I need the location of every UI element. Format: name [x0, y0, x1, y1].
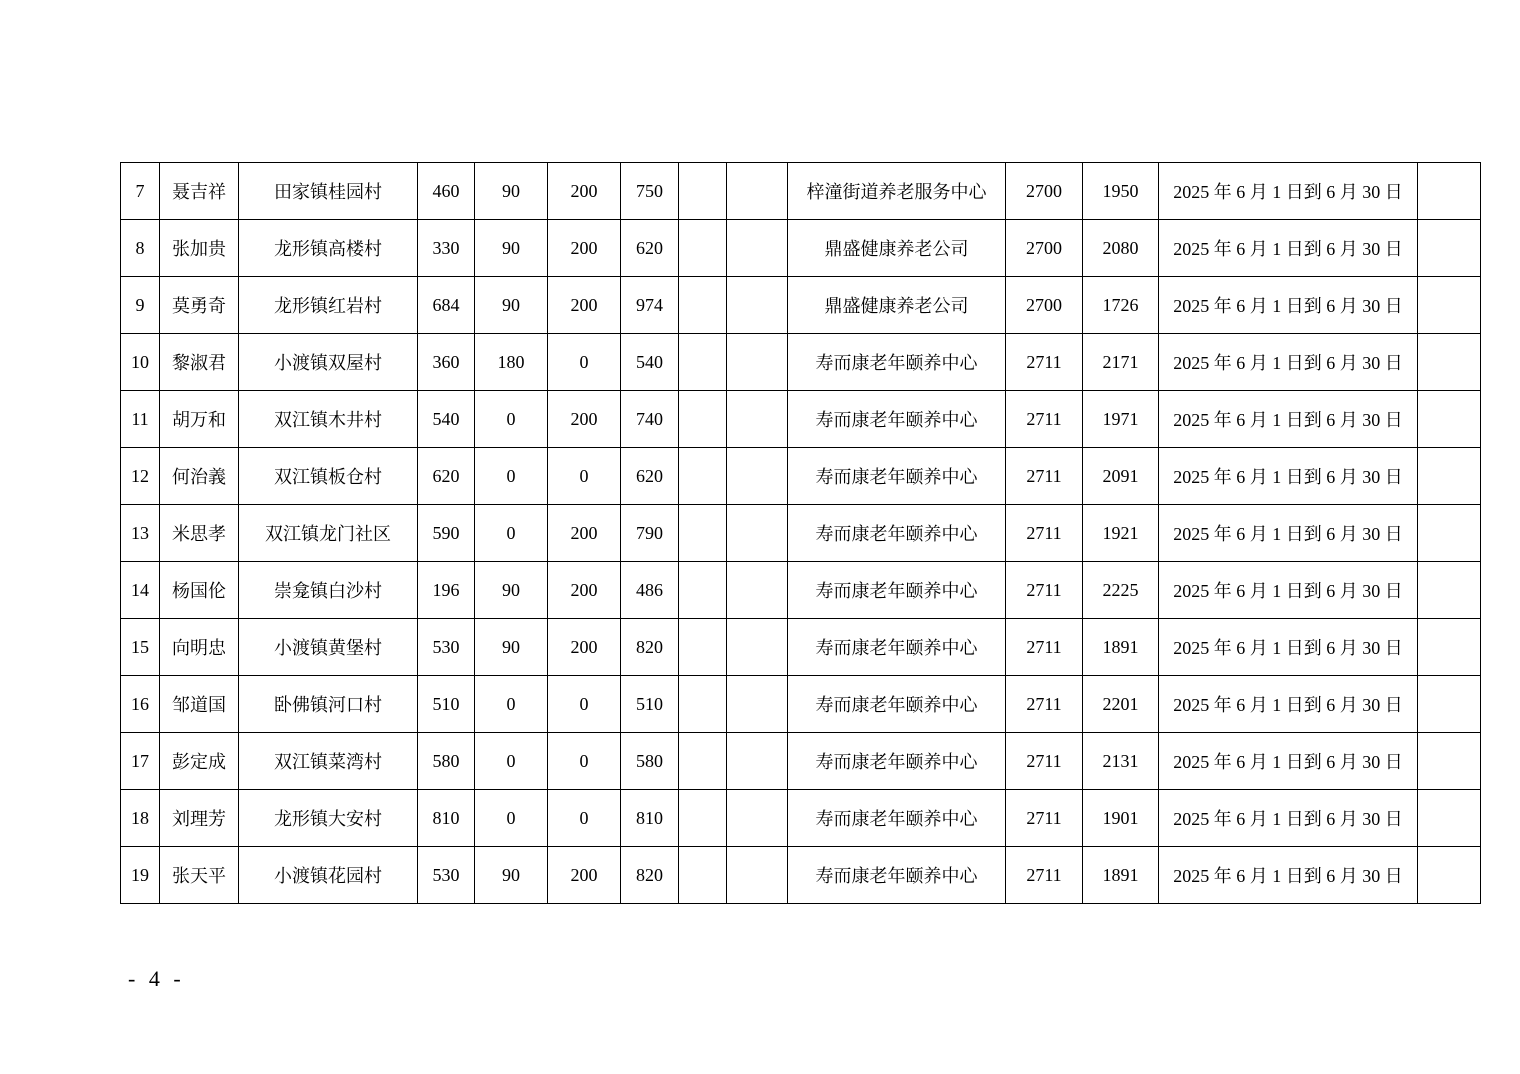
period-cell: 2025 年 6 月 1 日到 6 月 30 日	[1159, 277, 1418, 334]
name-cell: 黎淑君	[160, 334, 239, 391]
amount-cell-1: 590	[418, 505, 475, 562]
village-cell: 双江镇菜湾村	[239, 733, 418, 790]
amount-cell-3: 0	[548, 733, 621, 790]
amount-cell-1: 530	[418, 847, 475, 904]
amount-cell-2: 0	[475, 505, 548, 562]
amount-cell-2: 180	[475, 334, 548, 391]
blank-cell-2	[727, 733, 788, 790]
amount-cell-2: 90	[475, 220, 548, 277]
amount-cell-2: 90	[475, 619, 548, 676]
blank-cell-2	[727, 790, 788, 847]
blank-cell-2	[727, 847, 788, 904]
difference-cell: 2131	[1083, 733, 1159, 790]
row-number-cell: 7	[121, 163, 160, 220]
blank-cell-1	[679, 391, 727, 448]
name-cell: 杨国伦	[160, 562, 239, 619]
blank-cell-1	[679, 163, 727, 220]
name-cell: 何治義	[160, 448, 239, 505]
period-cell: 2025 年 6 月 1 日到 6 月 30 日	[1159, 163, 1418, 220]
name-cell: 邹道国	[160, 676, 239, 733]
row-number-cell: 14	[121, 562, 160, 619]
amount-cell-1: 540	[418, 391, 475, 448]
institution-cell: 寿而康老年颐养中心	[788, 733, 1006, 790]
amount-total-cell: 740	[621, 391, 679, 448]
note-cell	[1418, 733, 1481, 790]
institution-cell: 鼎盛健康养老公司	[788, 277, 1006, 334]
amount-cell-1: 510	[418, 676, 475, 733]
blank-cell-2	[727, 391, 788, 448]
blank-cell-1	[679, 676, 727, 733]
table-row	[121, 505, 1481, 562]
amount-cell-3: 200	[548, 277, 621, 334]
period-cell: 2025 年 6 月 1 日到 6 月 30 日	[1159, 220, 1418, 277]
village-cell: 崇龛镇白沙村	[239, 562, 418, 619]
beneficiary-table	[120, 162, 1481, 904]
fee-cell: 2711	[1006, 448, 1083, 505]
amount-cell-1: 580	[418, 733, 475, 790]
note-cell	[1418, 448, 1481, 505]
name-cell: 聂吉祥	[160, 163, 239, 220]
table-row	[121, 277, 1481, 334]
table-row	[121, 790, 1481, 847]
amount-cell-1: 684	[418, 277, 475, 334]
amount-cell-2: 90	[475, 562, 548, 619]
difference-cell: 1921	[1083, 505, 1159, 562]
fee-cell: 2711	[1006, 562, 1083, 619]
period-cell: 2025 年 6 月 1 日到 6 月 30 日	[1159, 790, 1418, 847]
difference-cell: 2091	[1083, 448, 1159, 505]
village-cell: 双江镇龙门社区	[239, 505, 418, 562]
amount-cell-2: 0	[475, 676, 548, 733]
blank-cell-2	[727, 505, 788, 562]
institution-cell: 寿而康老年颐养中心	[788, 505, 1006, 562]
institution-cell: 寿而康老年颐养中心	[788, 334, 1006, 391]
amount-cell-3: 0	[548, 334, 621, 391]
note-cell	[1418, 619, 1481, 676]
amount-cell-3: 200	[548, 619, 621, 676]
note-cell	[1418, 847, 1481, 904]
name-cell: 张加贵	[160, 220, 239, 277]
blank-cell-1	[679, 220, 727, 277]
amount-total-cell: 974	[621, 277, 679, 334]
row-number-cell: 19	[121, 847, 160, 904]
row-number-cell: 16	[121, 676, 160, 733]
blank-cell-1	[679, 334, 727, 391]
table-row	[121, 448, 1481, 505]
amount-cell-3: 0	[548, 448, 621, 505]
institution-cell: 鼎盛健康养老公司	[788, 220, 1006, 277]
blank-cell-1	[679, 790, 727, 847]
name-cell: 向明忠	[160, 619, 239, 676]
village-cell: 龙形镇大安村	[239, 790, 418, 847]
period-cell: 2025 年 6 月 1 日到 6 月 30 日	[1159, 448, 1418, 505]
period-cell: 2025 年 6 月 1 日到 6 月 30 日	[1159, 562, 1418, 619]
period-cell: 2025 年 6 月 1 日到 6 月 30 日	[1159, 505, 1418, 562]
row-number-cell: 18	[121, 790, 160, 847]
table-row	[121, 619, 1481, 676]
difference-cell: 1901	[1083, 790, 1159, 847]
village-cell: 龙形镇红岩村	[239, 277, 418, 334]
amount-cell-1: 530	[418, 619, 475, 676]
amount-total-cell: 820	[621, 619, 679, 676]
fee-cell: 2711	[1006, 505, 1083, 562]
amount-total-cell: 750	[621, 163, 679, 220]
fee-cell: 2711	[1006, 334, 1083, 391]
institution-cell: 寿而康老年颐养中心	[788, 619, 1006, 676]
period-cell: 2025 年 6 月 1 日到 6 月 30 日	[1159, 619, 1418, 676]
village-cell: 小渡镇黄堡村	[239, 619, 418, 676]
row-number-cell: 9	[121, 277, 160, 334]
period-cell: 2025 年 6 月 1 日到 6 月 30 日	[1159, 676, 1418, 733]
table-row	[121, 391, 1481, 448]
amount-cell-1: 810	[418, 790, 475, 847]
difference-cell: 1726	[1083, 277, 1159, 334]
table-row	[121, 733, 1481, 790]
difference-cell: 2080	[1083, 220, 1159, 277]
row-number-cell: 8	[121, 220, 160, 277]
amount-total-cell: 620	[621, 220, 679, 277]
row-number-cell: 11	[121, 391, 160, 448]
amount-cell-3: 200	[548, 220, 621, 277]
difference-cell: 2171	[1083, 334, 1159, 391]
amount-cell-2: 0	[475, 790, 548, 847]
period-cell: 2025 年 6 月 1 日到 6 月 30 日	[1159, 733, 1418, 790]
row-number-cell: 15	[121, 619, 160, 676]
note-cell	[1418, 163, 1481, 220]
note-cell	[1418, 562, 1481, 619]
amount-cell-2: 0	[475, 391, 548, 448]
table-body	[121, 163, 1481, 904]
note-cell	[1418, 220, 1481, 277]
amount-total-cell: 510	[621, 676, 679, 733]
difference-cell: 1891	[1083, 847, 1159, 904]
name-cell: 彭定成	[160, 733, 239, 790]
fee-cell: 2700	[1006, 220, 1083, 277]
fee-cell: 2711	[1006, 391, 1083, 448]
amount-cell-1: 620	[418, 448, 475, 505]
blank-cell-1	[679, 619, 727, 676]
amount-total-cell: 820	[621, 847, 679, 904]
note-cell	[1418, 277, 1481, 334]
amount-cell-2: 90	[475, 847, 548, 904]
village-cell: 小渡镇双屋村	[239, 334, 418, 391]
village-cell: 双江镇板仓村	[239, 448, 418, 505]
amount-cell-3: 0	[548, 790, 621, 847]
amount-cell-1: 360	[418, 334, 475, 391]
village-cell: 卧佛镇河口村	[239, 676, 418, 733]
difference-cell: 2225	[1083, 562, 1159, 619]
village-cell: 小渡镇花园村	[239, 847, 418, 904]
fee-cell: 2711	[1006, 676, 1083, 733]
amount-cell-3: 200	[548, 847, 621, 904]
amount-total-cell: 620	[621, 448, 679, 505]
note-cell	[1418, 790, 1481, 847]
village-cell: 双江镇木井村	[239, 391, 418, 448]
amount-cell-2: 90	[475, 163, 548, 220]
amount-cell-1: 330	[418, 220, 475, 277]
blank-cell-2	[727, 448, 788, 505]
note-cell	[1418, 676, 1481, 733]
table-row	[121, 562, 1481, 619]
row-number-cell: 12	[121, 448, 160, 505]
institution-cell: 寿而康老年颐养中心	[788, 790, 1006, 847]
name-cell: 莫勇奇	[160, 277, 239, 334]
period-cell: 2025 年 6 月 1 日到 6 月 30 日	[1159, 391, 1418, 448]
blank-cell-1	[679, 847, 727, 904]
table-row	[121, 220, 1481, 277]
amount-cell-2: 0	[475, 448, 548, 505]
institution-cell: 寿而康老年颐养中心	[788, 562, 1006, 619]
blank-cell-2	[727, 676, 788, 733]
amount-total-cell: 540	[621, 334, 679, 391]
fee-cell: 2711	[1006, 790, 1083, 847]
note-cell	[1418, 391, 1481, 448]
table-row	[121, 163, 1481, 220]
village-cell: 田家镇桂园村	[239, 163, 418, 220]
difference-cell: 1971	[1083, 391, 1159, 448]
difference-cell: 2201	[1083, 676, 1159, 733]
blank-cell-1	[679, 733, 727, 790]
blank-cell-1	[679, 505, 727, 562]
amount-cell-3: 200	[548, 163, 621, 220]
blank-cell-2	[727, 562, 788, 619]
amount-cell-3: 200	[548, 505, 621, 562]
fee-cell: 2711	[1006, 619, 1083, 676]
difference-cell: 1950	[1083, 163, 1159, 220]
institution-cell: 寿而康老年颐养中心	[788, 391, 1006, 448]
blank-cell-2	[727, 163, 788, 220]
institution-cell: 寿而康老年颐养中心	[788, 676, 1006, 733]
amount-total-cell: 790	[621, 505, 679, 562]
village-cell: 龙形镇高楼村	[239, 220, 418, 277]
blank-cell-2	[727, 619, 788, 676]
name-cell: 胡万和	[160, 391, 239, 448]
fee-cell: 2711	[1006, 733, 1083, 790]
fee-cell: 2700	[1006, 277, 1083, 334]
amount-cell-3: 200	[548, 562, 621, 619]
name-cell: 刘理芳	[160, 790, 239, 847]
amount-total-cell: 810	[621, 790, 679, 847]
amount-cell-3: 0	[548, 676, 621, 733]
amount-cell-1: 460	[418, 163, 475, 220]
fee-cell: 2711	[1006, 847, 1083, 904]
name-cell: 米思孝	[160, 505, 239, 562]
amount-cell-3: 200	[548, 391, 621, 448]
difference-cell: 1891	[1083, 619, 1159, 676]
blank-cell-2	[727, 277, 788, 334]
blank-cell-2	[727, 334, 788, 391]
name-cell: 张天平	[160, 847, 239, 904]
note-cell	[1418, 334, 1481, 391]
institution-cell: 梓潼街道养老服务中心	[788, 163, 1006, 220]
amount-cell-2: 0	[475, 733, 548, 790]
amount-cell-2: 90	[475, 277, 548, 334]
table-row	[121, 847, 1481, 904]
institution-cell: 寿而康老年颐养中心	[788, 448, 1006, 505]
amount-cell-1: 196	[418, 562, 475, 619]
blank-cell-1	[679, 277, 727, 334]
note-cell	[1418, 505, 1481, 562]
amount-total-cell: 486	[621, 562, 679, 619]
institution-cell: 寿而康老年颐养中心	[788, 847, 1006, 904]
table-row	[121, 334, 1481, 391]
amount-total-cell: 580	[621, 733, 679, 790]
period-cell: 2025 年 6 月 1 日到 6 月 30 日	[1159, 334, 1418, 391]
blank-cell-1	[679, 562, 727, 619]
row-number-cell: 10	[121, 334, 160, 391]
table-row	[121, 676, 1481, 733]
row-number-cell: 17	[121, 733, 160, 790]
fee-cell: 2700	[1006, 163, 1083, 220]
row-number-cell: 13	[121, 505, 160, 562]
blank-cell-2	[727, 220, 788, 277]
blank-cell-1	[679, 448, 727, 505]
page-number: - 4 -	[128, 966, 185, 991]
period-cell: 2025 年 6 月 1 日到 6 月 30 日	[1159, 847, 1418, 904]
